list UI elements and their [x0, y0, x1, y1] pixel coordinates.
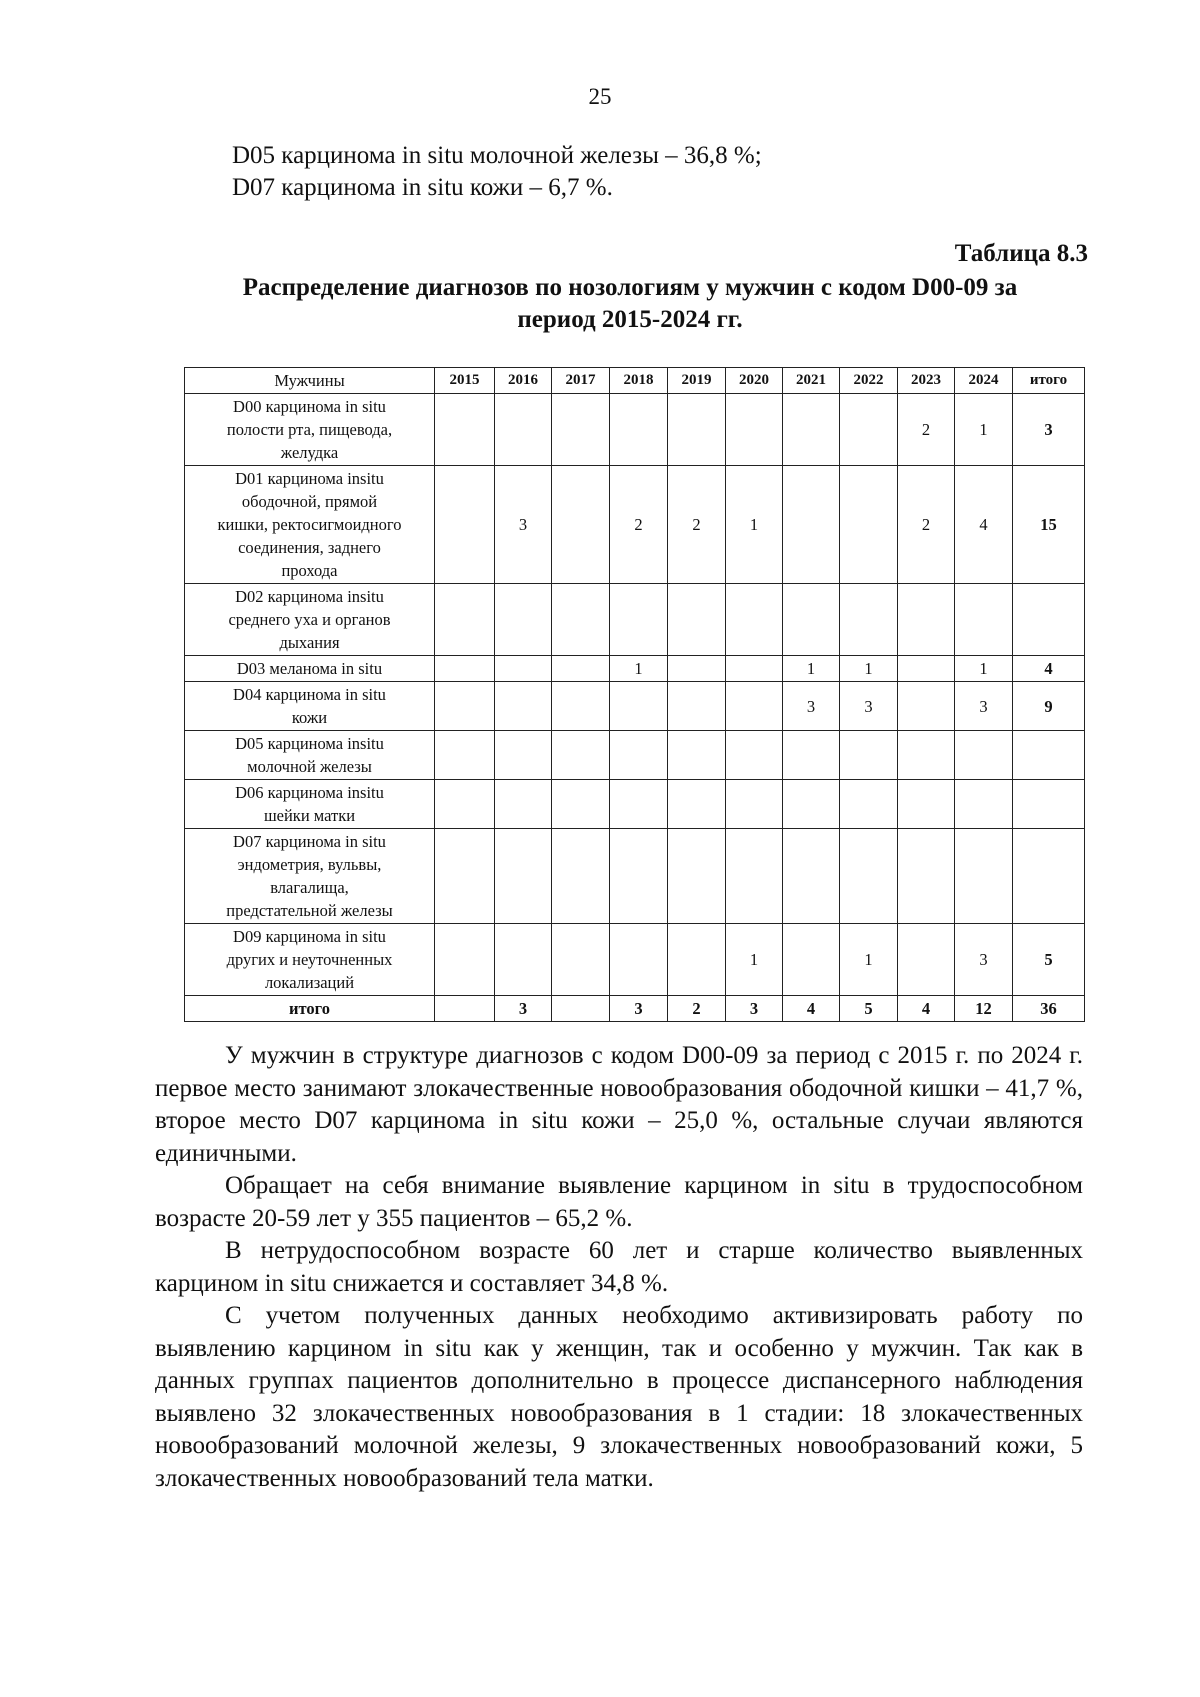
value-cell [610, 731, 668, 780]
column-header: 2017 [552, 368, 610, 394]
table-row [185, 394, 1085, 466]
diagnosis-name-line: прохода [281, 561, 338, 580]
table-row [185, 731, 1085, 780]
table-label: Таблица 8.3 [954, 240, 1088, 267]
value-cell: 3 [955, 924, 1013, 996]
table-row [185, 924, 1085, 996]
total-value-cell: 2 [668, 996, 726, 1022]
diagnosis-name-line: D03 меланома in situ [236, 659, 383, 678]
total-value-cell: 5 [840, 996, 898, 1022]
value-cell [898, 656, 955, 682]
value-cell: 1 [726, 924, 783, 996]
value-cell [435, 780, 495, 829]
value-cell: 1 [955, 656, 1013, 682]
row-total-cell: 9 [1013, 682, 1085, 731]
diagnosis-name-line: соединения, заднего [238, 538, 381, 557]
value-cell [955, 731, 1013, 780]
table-row [185, 682, 1085, 731]
diagnosis-name-cell [185, 584, 435, 656]
column-header: 2015 [435, 368, 495, 394]
value-cell [840, 466, 898, 584]
value-cell [783, 394, 840, 466]
table-title [170, 272, 1090, 336]
value-cell [610, 682, 668, 731]
total-value-cell: 3 [610, 996, 668, 1022]
value-cell: 3 [840, 682, 898, 731]
value-cell [435, 924, 495, 996]
column-header: 2019 [668, 368, 726, 394]
column-header: 2024 [955, 368, 1013, 394]
value-cell [783, 584, 840, 656]
diagnosis-name-line: предстательной железы [226, 901, 393, 920]
value-cell [668, 394, 726, 466]
diagnosis-name-line: полости рта, пищевода, [226, 420, 393, 439]
value-cell [783, 731, 840, 780]
value-cell: 1 [783, 656, 840, 682]
diagnosis-name-line: молочной железы [247, 757, 372, 776]
nosology-table [184, 367, 1085, 1022]
diagnosis-name-line: D05 карцинома insitu [235, 734, 384, 753]
value-cell [840, 394, 898, 466]
value-cell [610, 394, 668, 466]
value-cell [495, 780, 552, 829]
table-header-row [185, 368, 1085, 394]
value-cell [435, 584, 495, 656]
diagnosis-name-line: влагалища, [270, 878, 349, 897]
table-title-line: Распределение диагнозов по нозологиям у мужчин с кодом D00-09 за [242, 274, 1018, 301]
intro-line: D07 карцинома in situ кожи – 6,7 %. [232, 174, 613, 201]
value-cell [552, 394, 610, 466]
diagnosis-name-line: других и неуточненных [226, 950, 393, 969]
value-cell [726, 682, 783, 731]
value-cell [726, 584, 783, 656]
diagnosis-name-line: дыхания [279, 633, 340, 652]
diagnosis-name-cell [185, 682, 435, 731]
paragraph: В нетрудоспособном возрасте 60 лет и старше количество выявленных карцином in situ снижается и составляет 34,8 %. [155, 1237, 1083, 1297]
value-cell [552, 780, 610, 829]
total-value-cell: 4 [783, 996, 840, 1022]
value-cell [495, 731, 552, 780]
value-cell: 3 [783, 682, 840, 731]
value-cell: 3 [495, 466, 552, 584]
table-row [185, 584, 1085, 656]
value-cell [435, 829, 495, 924]
column-header: итого [1013, 368, 1085, 394]
row-total-cell [1013, 780, 1085, 829]
value-cell: 2 [898, 394, 955, 466]
value-cell [495, 924, 552, 996]
value-cell [955, 829, 1013, 924]
diagnosis-name-line: D09 карцинома in situ [233, 927, 386, 946]
table-row [185, 829, 1085, 924]
diagnosis-name-line: кишки, ректосигмоидного [217, 515, 402, 534]
value-cell [668, 924, 726, 996]
column-header: 2022 [840, 368, 898, 394]
value-cell [552, 584, 610, 656]
value-cell: 2 [610, 466, 668, 584]
value-cell [726, 829, 783, 924]
intro-line: D05 карцинома in situ молочной железы – 36,8 %; [232, 142, 762, 169]
value-cell [668, 829, 726, 924]
paragraph: С учетом полученных данных необходимо активизировать работу по выявлению карцином in situ как у женщин, так и особенно у мужчин. Так как в данных группах пациентов дополнительно в процессе диспансерного наблюдения выявлено 32 злокачественных новообразования в 1 стадии: 18 злокачественных новообразований молочной железы, 9 злокачественных новообразований кожи, 5 злокачественных новообразований тела матки. [155, 1302, 1083, 1492]
row-total-cell [1013, 584, 1085, 656]
total-value-cell [552, 996, 610, 1022]
value-cell [668, 584, 726, 656]
column-header: 2023 [898, 368, 955, 394]
diagnosis-name-cell [185, 780, 435, 829]
value-cell [668, 682, 726, 731]
diagnosis-name-cell [185, 466, 435, 584]
value-cell [552, 466, 610, 584]
value-cell [726, 731, 783, 780]
value-cell: 1 [610, 656, 668, 682]
column-header: 2021 [783, 368, 840, 394]
value-cell [668, 780, 726, 829]
value-cell [610, 780, 668, 829]
diagnosis-name-line: D01 карцинома insitu [235, 469, 384, 488]
value-cell [840, 829, 898, 924]
diagnosis-name-line: D02 карцинома insitu [235, 587, 384, 606]
diagnosis-name-cell [185, 394, 435, 466]
value-cell [552, 829, 610, 924]
column-header: 2018 [610, 368, 668, 394]
value-cell [898, 682, 955, 731]
total-label-cell: итого [185, 996, 435, 1022]
value-cell [898, 584, 955, 656]
value-cell [495, 656, 552, 682]
value-cell [840, 731, 898, 780]
value-cell: 1 [955, 394, 1013, 466]
value-cell [668, 656, 726, 682]
value-cell [898, 780, 955, 829]
value-cell [610, 829, 668, 924]
value-cell [495, 682, 552, 731]
value-cell [898, 924, 955, 996]
row-total-cell: 3 [1013, 394, 1085, 466]
diagnosis-name-cell [185, 656, 435, 682]
value-cell: 3 [955, 682, 1013, 731]
row-total-cell: 4 [1013, 656, 1085, 682]
table-row [185, 656, 1085, 682]
value-cell [552, 731, 610, 780]
page-number: 25 [588, 84, 612, 109]
value-cell [435, 682, 495, 731]
row-total-cell: 15 [1013, 466, 1085, 584]
value-cell [495, 394, 552, 466]
table-title-line: период 2015-2024 гг. [517, 306, 743, 333]
diagnosis-name-line: среднего уха и органов [228, 610, 391, 629]
total-value-cell [435, 996, 495, 1022]
diagnosis-name-line: кожи [291, 708, 328, 727]
value-cell [495, 584, 552, 656]
paragraph: У мужчин в структуре диагнозов с кодом D00-09 за период с 2015 г. по 2024 г. первое место занимают злокачественные новообразования ободочной кишки – 41,7 %, второе место D07 карцинома in situ кожи – 25,0 %, остальные случаи являются единичными. [155, 1042, 1083, 1167]
value-cell: 4 [955, 466, 1013, 584]
column-header-category: Мужчины [185, 368, 435, 394]
diagnosis-name-line: D04 карцинома in situ [233, 685, 386, 704]
paragraph: Обращает на себя внимание выявление карцином in situ в трудоспособном возрасте 20-59 лет у 355 пациентов – 65,2 %. [155, 1172, 1083, 1232]
value-cell [783, 829, 840, 924]
column-header: 2020 [726, 368, 783, 394]
value-cell [610, 924, 668, 996]
value-cell [668, 731, 726, 780]
diagnosis-name-line: желудка [280, 443, 339, 462]
table-total-row [185, 996, 1085, 1022]
total-value-cell: 12 [955, 996, 1013, 1022]
total-value-cell: 3 [495, 996, 552, 1022]
value-cell [783, 780, 840, 829]
table-row [185, 780, 1085, 829]
value-cell [783, 466, 840, 584]
value-cell: 1 [840, 924, 898, 996]
total-value-cell: 36 [1013, 996, 1085, 1022]
value-cell [783, 924, 840, 996]
diagnosis-name-cell [185, 829, 435, 924]
value-cell: 2 [898, 466, 955, 584]
diagnosis-name-line: ободочной, прямой [241, 492, 378, 511]
diagnosis-name-line: локализаций [264, 973, 355, 992]
value-cell [898, 829, 955, 924]
diagnosis-name-line: D00 карцинома in situ [233, 397, 386, 416]
table-row [185, 466, 1085, 584]
value-cell [435, 731, 495, 780]
value-cell [898, 731, 955, 780]
value-cell [435, 466, 495, 584]
row-total-cell [1013, 829, 1085, 924]
value-cell [726, 656, 783, 682]
value-cell [552, 682, 610, 731]
value-cell [435, 656, 495, 682]
diagnosis-name-cell [185, 924, 435, 996]
value-cell [552, 924, 610, 996]
value-cell [955, 780, 1013, 829]
body-text [155, 1040, 1083, 1495]
column-header: 2016 [495, 368, 552, 394]
value-cell [840, 780, 898, 829]
value-cell [840, 584, 898, 656]
value-cell: 1 [840, 656, 898, 682]
row-total-cell [1013, 731, 1085, 780]
value-cell [726, 780, 783, 829]
value-cell [955, 584, 1013, 656]
total-value-cell: 3 [726, 996, 783, 1022]
value-cell [495, 829, 552, 924]
row-total-cell: 5 [1013, 924, 1085, 996]
table-body [185, 394, 1085, 1022]
diagnosis-name-line: эндометрия, вульвы, [237, 855, 382, 874]
value-cell: 2 [668, 466, 726, 584]
value-cell [726, 394, 783, 466]
value-cell [610, 584, 668, 656]
diagnosis-name-line: шейки матки [263, 806, 356, 825]
intro-text [232, 140, 762, 204]
diagnosis-name-cell [185, 731, 435, 780]
diagnosis-name-line: D06 карцинома insitu [235, 783, 384, 802]
total-value-cell: 4 [898, 996, 955, 1022]
diagnosis-name-line: D07 карцинома in situ [233, 832, 386, 851]
value-cell: 1 [726, 466, 783, 584]
value-cell [552, 656, 610, 682]
value-cell [435, 394, 495, 466]
